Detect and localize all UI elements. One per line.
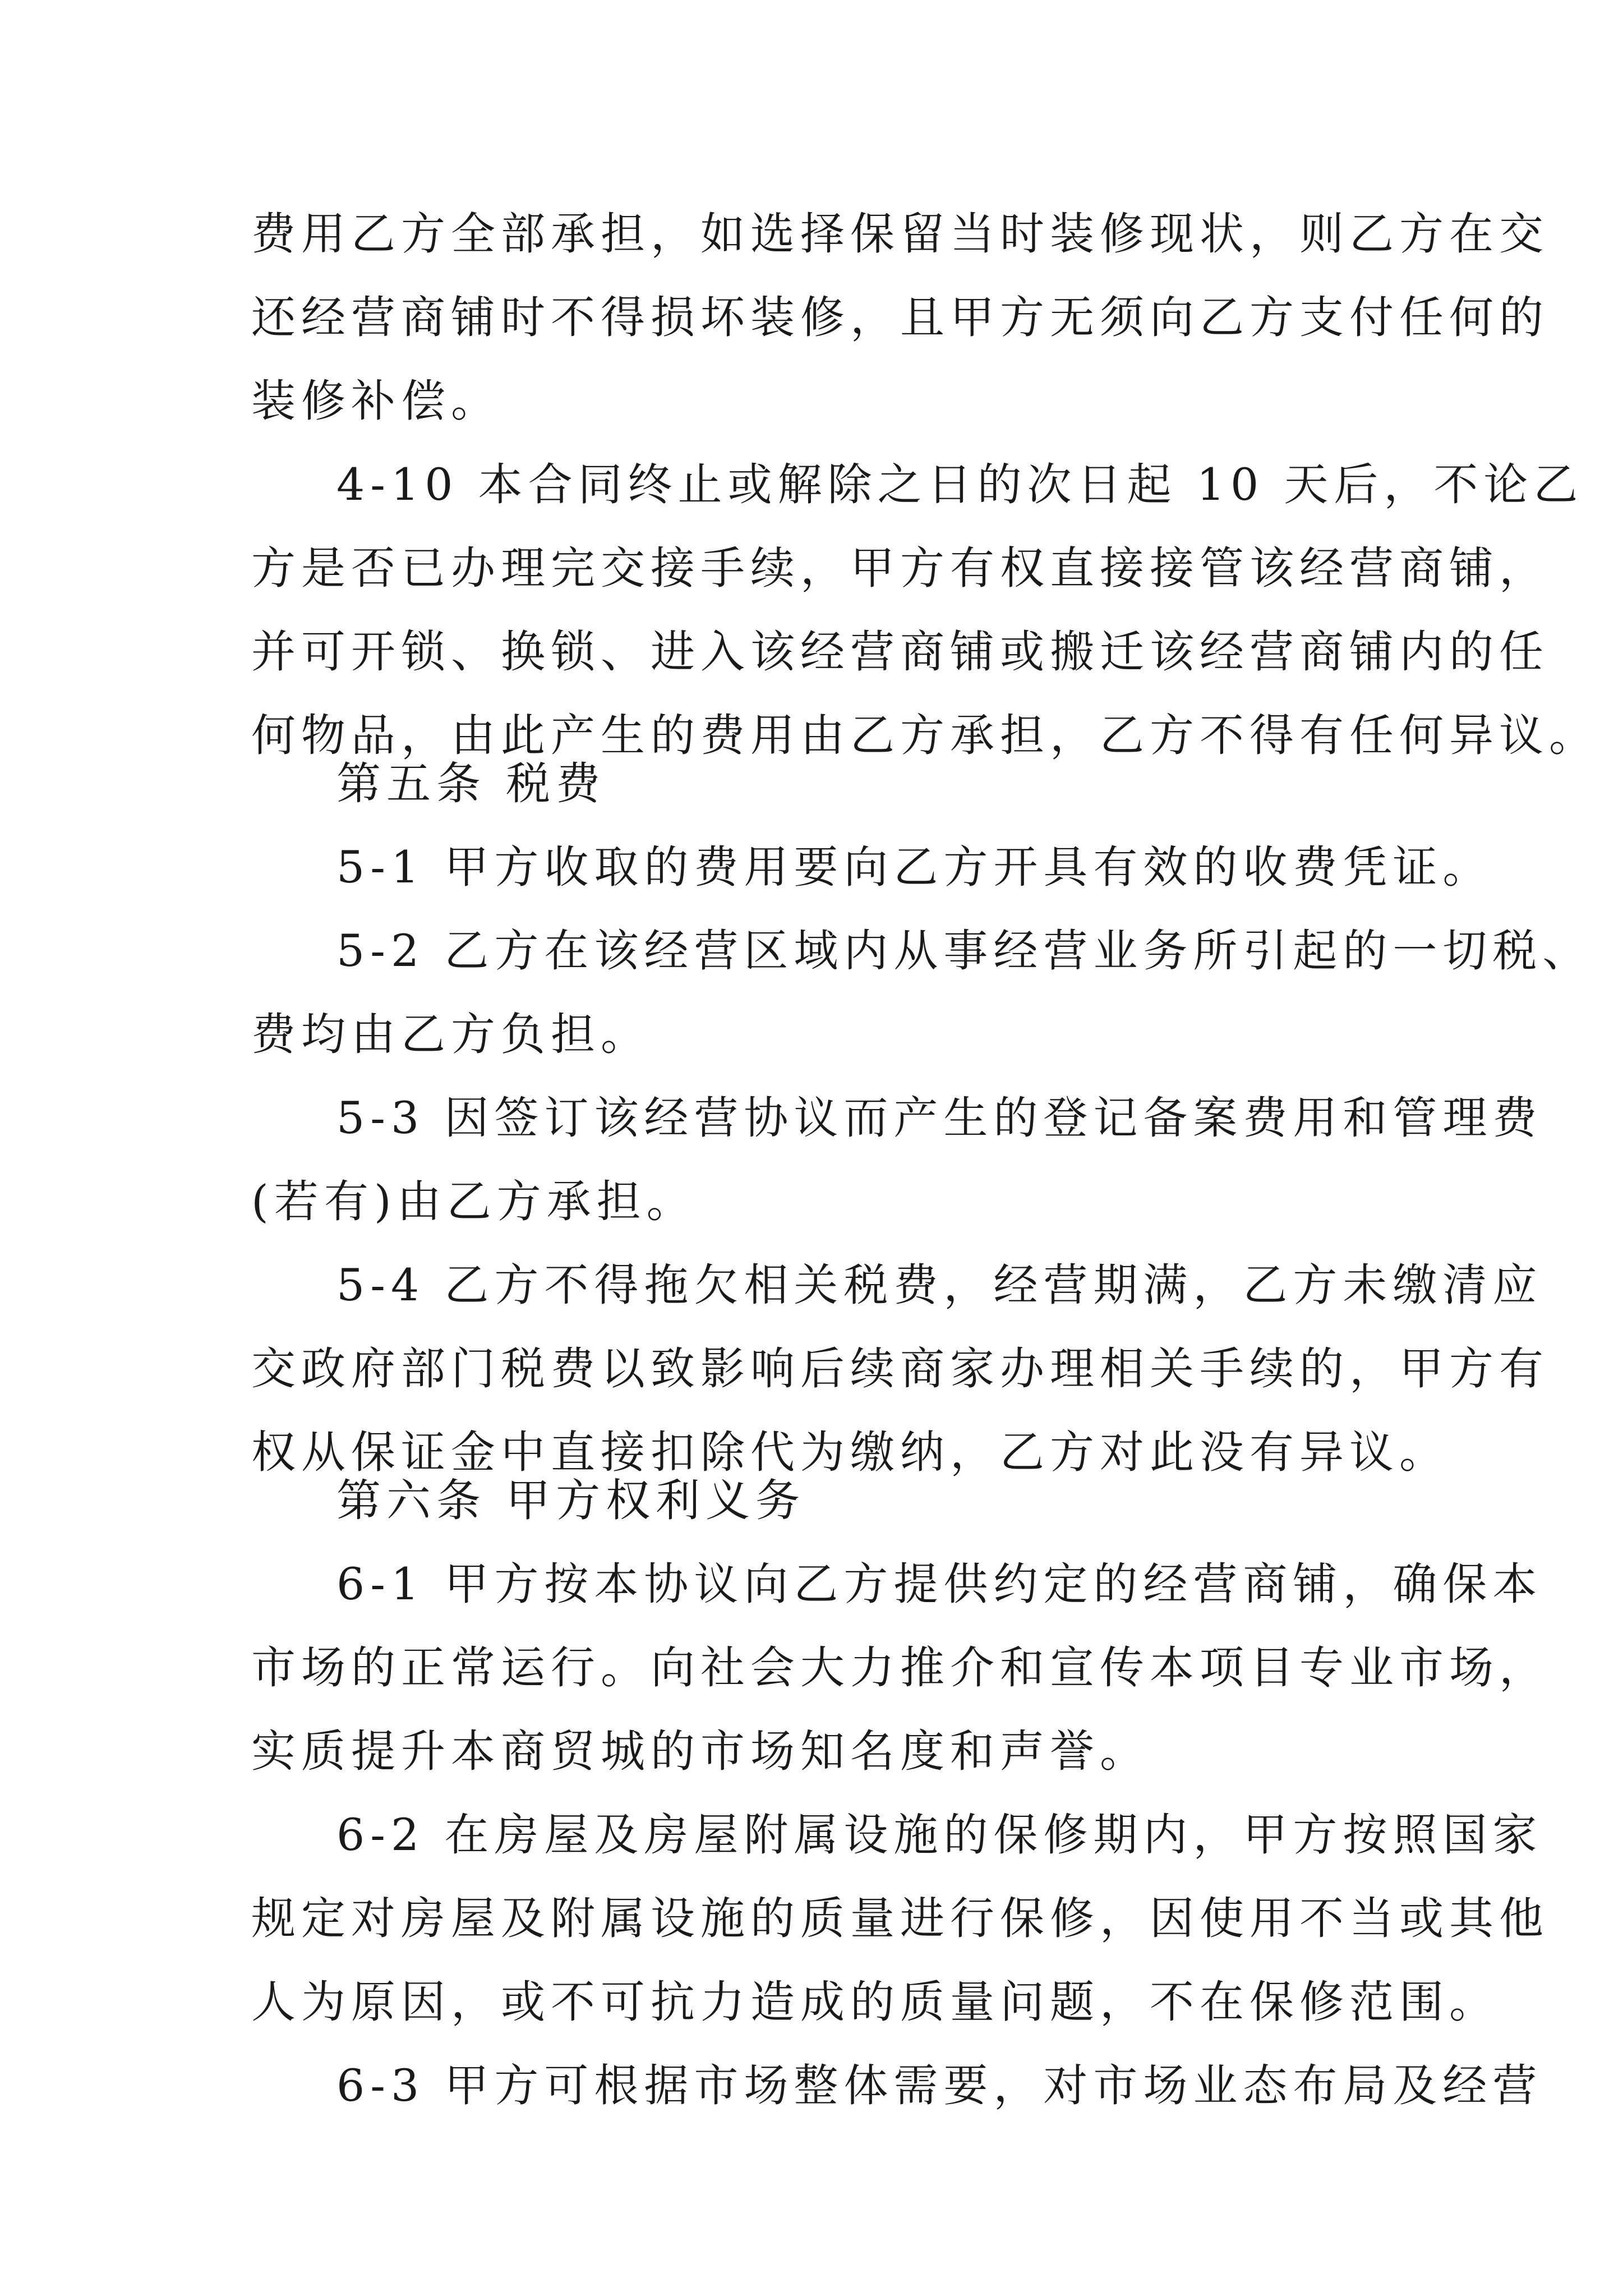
text-line: 还经营商铺时不得损坏装修，且甲方无须向乙方支付任何的 — [251, 292, 1549, 343]
text-line: 5-2 乙方在该经营区域内从事经营业务所引起的一切税、 — [336, 925, 1593, 977]
section-heading: 第六条 甲方权利义务 — [336, 1475, 806, 1526]
text-line: 5-1 甲方收取的费用要向乙方开具有效的收费凭证。 — [336, 841, 1493, 893]
section-heading: 第五条 税费 — [336, 758, 606, 809]
text-line: 何物品，由此产生的费用由乙方承担，乙方不得有任何异议。 — [251, 710, 1599, 761]
text-line: 方是否已办理完交接手续，甲方有权直接接管该经营商铺， — [251, 542, 1549, 594]
text-line: 权从保证金中直接扣除代为缴纳，乙方对此没有异议。 — [251, 1427, 1449, 1478]
text-line: 规定对房屋及附属设施的质量进行保修，因使用不当或其他 — [251, 1893, 1549, 1944]
text-line: 并可开锁、换锁、进入该经营商铺或搬迁该经营商铺内的任 — [251, 626, 1549, 678]
text-line: 市场的正常运行。向社会大力推介和宣传本项目专业市场， — [251, 1642, 1549, 1694]
text-line: 4-10 本合同终止或解除之日的次日起 10 天后，不论乙 — [336, 459, 1584, 510]
text-line: 6-1 甲方按本协议向乙方提供约定的经营商铺，确保本 — [336, 1558, 1543, 1610]
text-line: 人为原因，或不可抗力造成的质量问题，不在保修范围。 — [251, 1976, 1499, 2028]
text-line: 实质提升本商贸城的市场知名度和声誉。 — [251, 1726, 1150, 1777]
text-line: 交政府部门税费以致影响后续商家办理相关手续的，甲方有 — [251, 1343, 1549, 1395]
text-line: 6-3 甲方可根据市场整体需要，对市场业态布局及经营 — [336, 2060, 1543, 2111]
text-line: 5-4 乙方不得拖欠相关税费，经营期满，乙方未缴清应 — [336, 1259, 1543, 1311]
text-line: 费用乙方全部承担，如选择保留当时装修现状，则乙方在交 — [251, 208, 1549, 260]
text-line: 5-3 因签订该经营协议而产生的登记备案费用和管理费 — [336, 1092, 1543, 1144]
text-line: 装修补偿。 — [251, 375, 501, 427]
text-line: 费均由乙方负担。 — [251, 1009, 651, 1060]
text-line: (若有)由乙方承担。 — [251, 1176, 697, 1227]
text-line: 6-2 在房屋及房屋附属设施的保修期内，甲方按照国家 — [336, 1809, 1543, 1861]
